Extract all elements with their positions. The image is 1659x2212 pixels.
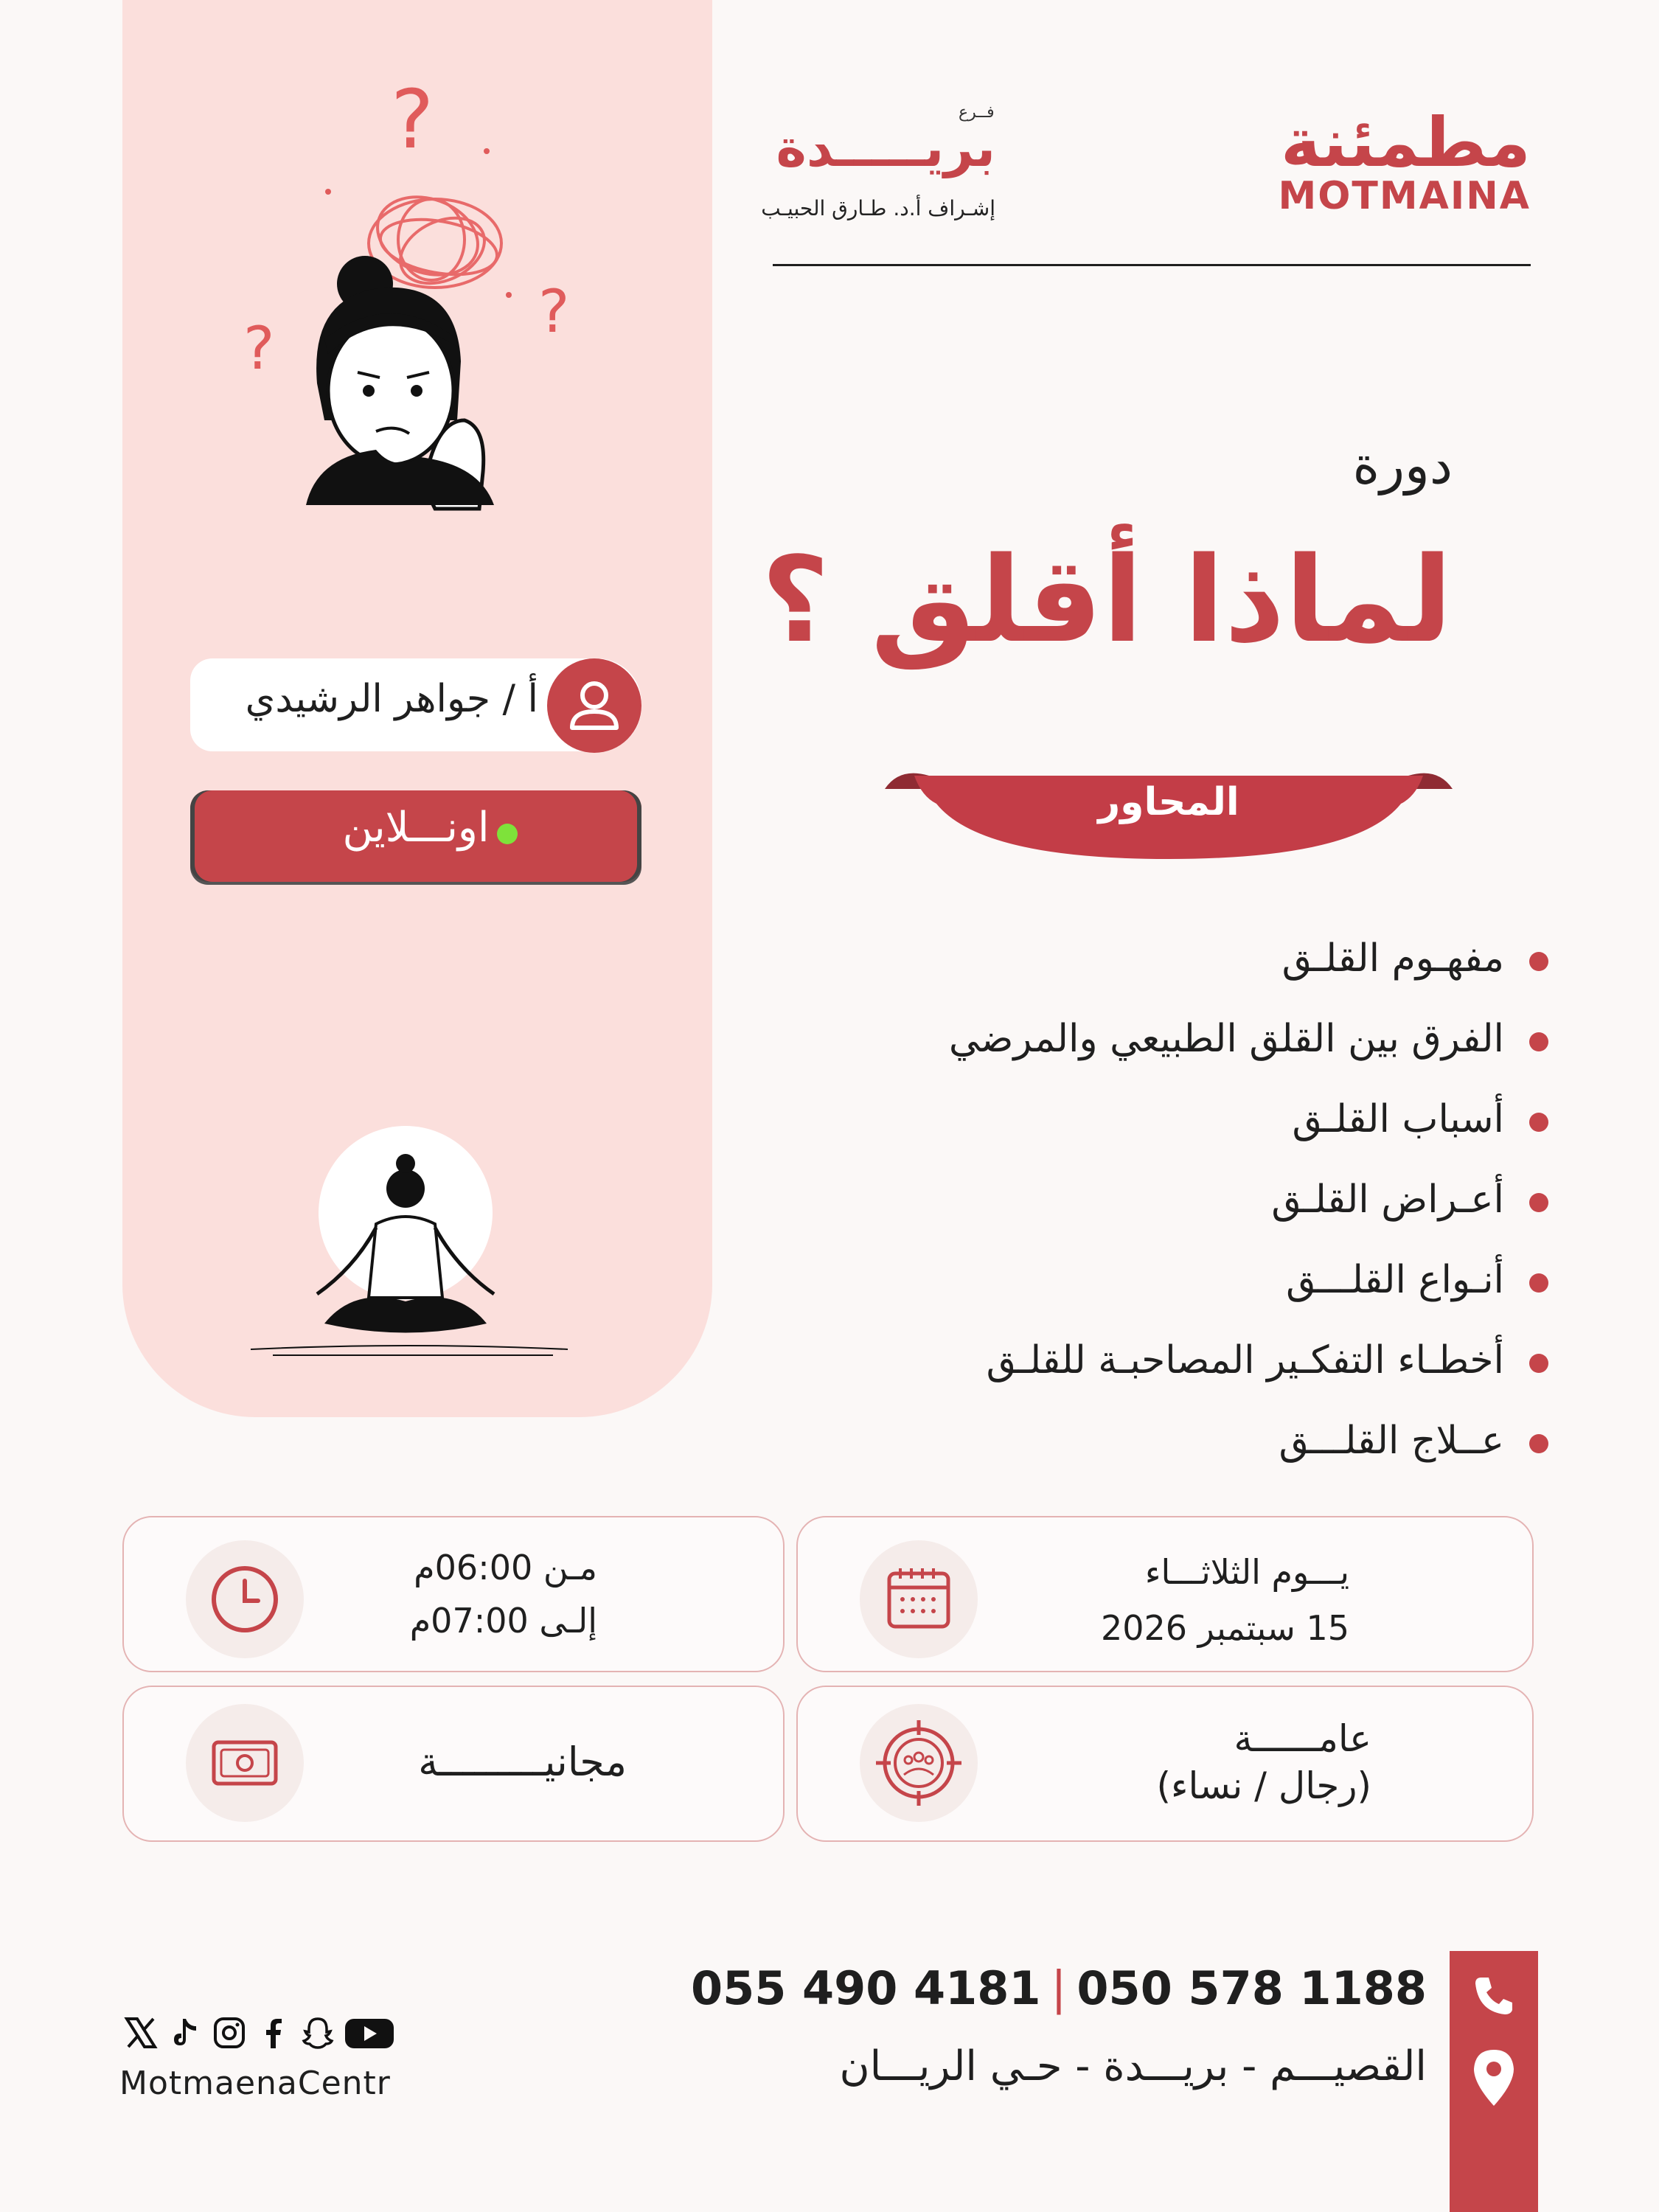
- anxious-woman-illustration: [236, 74, 605, 516]
- instagram-icon[interactable]: [211, 2012, 248, 2053]
- user-icon: [547, 658, 641, 753]
- social-handle: MotmaenaCentr: [119, 2065, 391, 2102]
- date-full: 15 سبتمبر 2026: [1100, 1608, 1349, 1648]
- clock-icon-circle: [186, 1540, 304, 1658]
- bullet-icon: [1529, 1113, 1548, 1132]
- list-item: أخطـاء التفكـير المصاحبـة للقلـق: [737, 1327, 1548, 1408]
- calendar-icon: [860, 1540, 978, 1658]
- phone-icon: [1468, 1970, 1520, 2022]
- location-pin-icon: [1468, 2047, 1520, 2109]
- address-text: القصيـــم - بريـــدة - حـي الريـــان: [839, 2042, 1427, 2090]
- meditation-illustration: [243, 1121, 582, 1364]
- phone-separator: |: [1051, 1961, 1067, 2015]
- list-item: أعـراض القلـق: [737, 1166, 1548, 1247]
- course-label: دورة: [1352, 435, 1453, 495]
- target-audience-icon: [860, 1704, 978, 1822]
- online-status-dot: [497, 824, 518, 844]
- phone-number-2[interactable]: 050 578 1188: [1077, 1961, 1427, 2015]
- axes-label: المحاور: [1098, 780, 1239, 824]
- phone-numbers: [691, 1961, 1427, 2015]
- bullet-icon: [1529, 1434, 1548, 1453]
- snapchat-icon[interactable]: [299, 2012, 336, 2053]
- svg-text:?: ?: [243, 314, 275, 383]
- calendar-icon-circle: [860, 1540, 978, 1658]
- list-item: أنـواع القلـــق: [737, 1247, 1548, 1327]
- audience-detail: (رجال / نساء): [1156, 1764, 1371, 1807]
- list-item: أسباب القلـق: [737, 1086, 1548, 1166]
- header-divider: [773, 264, 1531, 266]
- topics-list: [737, 925, 1548, 1488]
- supervisor-text: إشـراف أ.د. طـارق الحبيـب: [761, 196, 995, 220]
- money-icon-circle: [186, 1704, 304, 1822]
- course-title: لماذا أقلق ؟: [761, 531, 1453, 669]
- time-to: إلـى 07:00م: [409, 1601, 597, 1641]
- brand-logo-english: MOTMAINA: [1278, 174, 1531, 218]
- list-item: عــلاج القلـــق: [737, 1408, 1548, 1488]
- youtube-icon[interactable]: [344, 2012, 395, 2053]
- list-item: مفهـوم القلـق: [737, 925, 1548, 1006]
- price-label: مجانيـــــــــة: [418, 1739, 627, 1785]
- social-icons: [122, 2007, 395, 2059]
- tiktok-icon[interactable]: [167, 2012, 204, 2053]
- bullet-icon: [1529, 1032, 1548, 1051]
- phone-number-1[interactable]: 055 490 4181: [690, 1961, 1041, 2015]
- bullet-icon: [1529, 952, 1548, 971]
- contact-bar: [1450, 1951, 1538, 2212]
- bullet-icon: [1529, 1354, 1548, 1373]
- time-from: مـن 06:00م: [414, 1548, 597, 1587]
- clock-icon: [186, 1540, 304, 1658]
- branch-name: بريـــــدة: [776, 118, 995, 178]
- bullet-icon: [1529, 1193, 1548, 1212]
- svg-text:?: ?: [538, 277, 570, 346]
- online-label: اونـــلاين: [342, 804, 490, 852]
- brand-logo-arabic: مطمئنة: [1280, 103, 1531, 182]
- audience-type: عامــــــة: [1234, 1717, 1371, 1760]
- presenter-badge: [547, 658, 641, 753]
- date-day: يـــوم الثلاثـــاء: [1144, 1552, 1349, 1592]
- list-item: الفرق بين القلق الطبيعي والمرضي: [737, 1006, 1548, 1086]
- presenter-name: أ / جواهر الرشيدي: [245, 677, 538, 721]
- svg-text:?: ?: [391, 74, 434, 167]
- audience-icon-circle: [860, 1704, 978, 1822]
- money-icon: [186, 1704, 304, 1822]
- branch-label: فــرع: [959, 103, 995, 122]
- x-icon[interactable]: [122, 2012, 159, 2053]
- bullet-icon: [1529, 1273, 1548, 1293]
- facebook-icon[interactable]: [255, 2012, 292, 2053]
